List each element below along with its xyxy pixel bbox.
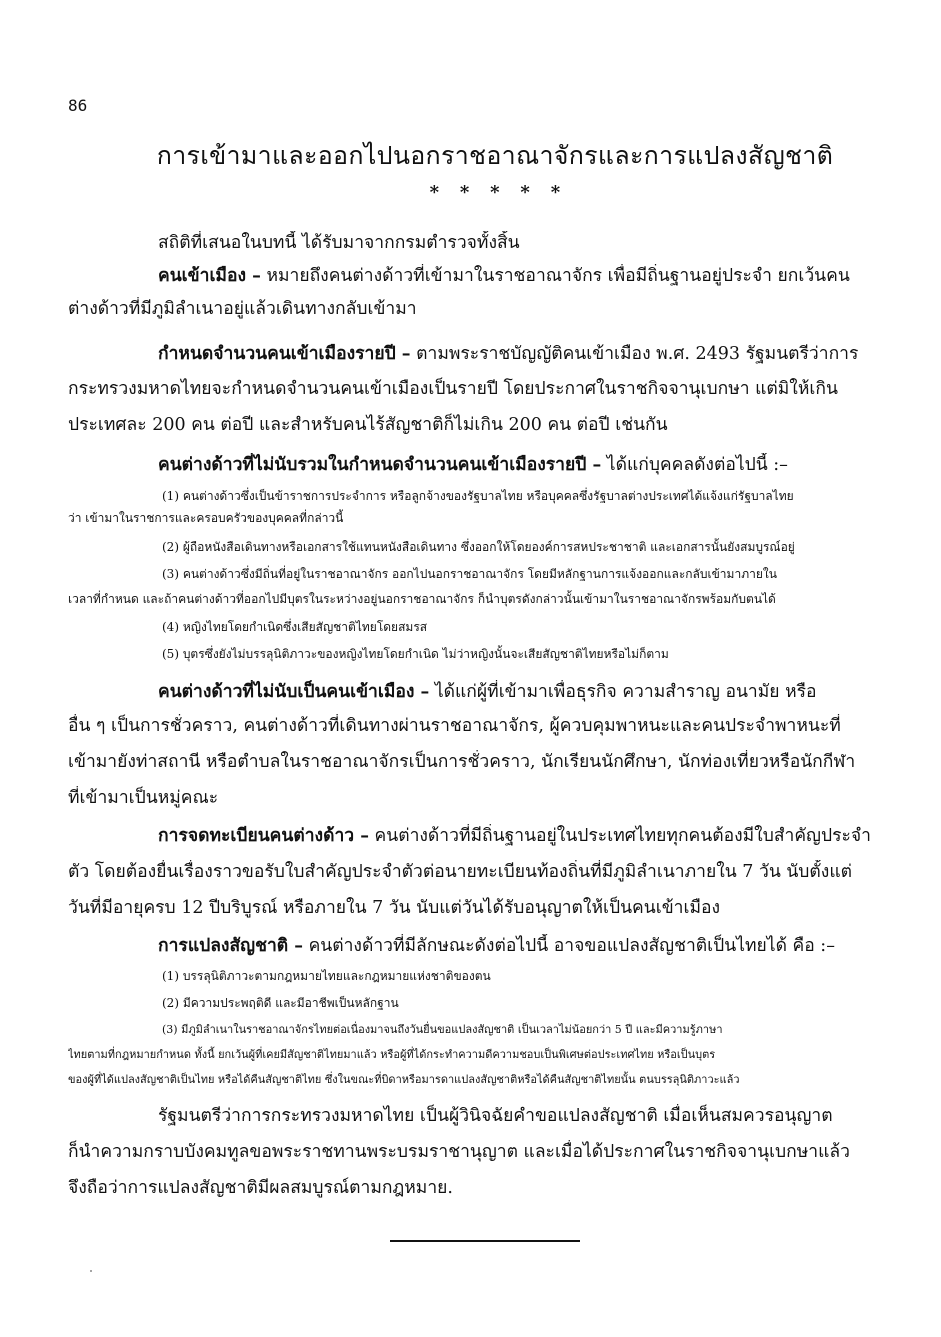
non-immigrant-line4: ที่เข้ามาเป็นหมู่คณะ (68, 788, 219, 808)
quota-text: ตามพระราชบัญญัติคนเข้าเมือง พ.ศ. 2493 รัฐมนตรีว่าการ (416, 344, 859, 364)
non-quota-term: คนต่างด้าวที่ไม่นับรวมในกำหนดจำนวนคนเข้าเมืองรายปี – (158, 455, 602, 475)
naturalization-term: การแปลงสัญชาติ – (158, 936, 303, 956)
immigrant-text: หมายถึงคนต่างด้าวที่เข้ามาในราชอาณาจักร เพื่อมีถิ่นฐานอยู่ประจำ ยกเว้นคน (266, 266, 850, 286)
non-quota-item-5: (5) บุตรซึ่งยังไม่บรรลุนิติภาวะของหญิงไทยโดยกำเนิด ไม่ว่าหญิงนั้นจะเสียสัญชาติไทยหรือไม่ก็ตาม (162, 647, 669, 661)
intro-text: สถิติที่เสนอในบทนี้ ได้รับมาจากกรมตำรวจทั้งสิ้น (158, 233, 520, 253)
page-number: 86 (68, 96, 88, 115)
non-immigrant-line3: เข้ามายังท่าสถานี หรือตำบลในราชอาณาจักรเป็นการชั่วคราว, นักเรียนนักศึกษา, นักท่องเที่ยวหรือนักกีฬา (68, 752, 856, 772)
non-immigrant-text: ได้แก่ผู้ที่เข้ามาเพื่อธุรกิจ ความสำราญ อนามัย หรือ (434, 682, 817, 702)
registration-term: การจดทะเบียนคนต่างด้าว – (158, 826, 369, 846)
non-quota-item-3-cont: เวลาที่กำหนด และถ้าคนต่างด้าวที่ออกไปมีบุตรในระหว่างอยู่นอกราชอาณาจักร ก็นำบุตรดังกล่าวนั้นเข้ามาในราชอาณาจักรพร้อมกับตนได้ (68, 592, 776, 606)
naturalization-item-3: (3) มีภูมิลำเนาในราชอาณาจักรไทยต่อเนื่องมาจนถึงวันยื่นขอแปลงสัญชาติ เป็นเวลาไม่น้อยกว่า 5 ปี และมีความรู้ภาษา (162, 1023, 723, 1036)
immigrant-term: คนเข้าเมือง – (158, 266, 261, 286)
non-immigrant-line2: อื่น ๆ เป็นการชั่วคราว, คนต่างด้าวที่เดินทางผ่านราชอาณาจักร, ผู้ควบคุมพาหนะและคนประจำพาหนะที่ (68, 716, 841, 736)
quota-definition (158, 342, 888, 366)
end-rule (390, 1240, 580, 1242)
registration-line3: วันที่มีอายุครบ 12 ปีบริบูรณ์ หรือภายใน 7 วัน นับแต่วันได้รับอนุญาตให้เป็นคนเข้าเมือง (68, 898, 721, 918)
non-immigrant-term: คนต่างด้าวที่ไม่นับเป็นคนเข้าเมือง – (158, 682, 430, 702)
quota-text-line2: กระทรวงมหาดไทยจะกำหนดจำนวนคนเข้าเมืองเป็นรายปี โดยประกาศในราชกิจจานุเบกษา แต่มิให้เกิน (68, 379, 838, 399)
closing-line2: ก็นำความกราบบังคมทูลขอพระราชทานพระบรมราชานุญาต และเมื่อได้ประกาศในราชกิจจานุเบกษาแล้ว (68, 1142, 850, 1162)
non-quota-definition (158, 453, 888, 477)
quota-text-line3: ประเทศละ 200 คน ต่อปี และสำหรับคนไร้สัญชาติก็ไม่เกิน 200 คน ต่อปี เช่นกัน (68, 415, 668, 435)
naturalization-item-1: (1) บรรลุนิติภาวะตามกฎหมายไทยและกฎหมายแห่งชาติของตน (162, 969, 491, 983)
naturalization-text: คนต่างด้าวที่มีลักษณะดังต่อไปนี้ อาจขอแปลงสัญชาติเป็นไทยได้ คือ :– (308, 936, 835, 956)
registration-line2: ตัว โดยต้องยื่นเรื่องราวขอรับใบสำคัญประจำตัวต่อนายทะเบียนท้องถิ่นที่มีภูมิลำเนาภายใน 7 วัน นับตั้งแต่ (68, 862, 852, 882)
section-divider-stars: * * * * * (429, 182, 561, 203)
scan-speck (90, 1270, 92, 1272)
naturalization-item-3-cont1: ไทยตามที่กฎหมายกำหนด ทั้งนี้ ยกเว้นผู้ที่เคยมีสัญชาติไทยมาแล้ว หรือผู้ที่ได้กระทำความดีความชอบเป็นพิเศษต่อประเทศไทย หรือเป็นบุตร (68, 1048, 716, 1061)
non-quota-item-1: (1) คนต่างด้าวซึ่งเป็นข้าราชการประจำการ หรือลูกจ้างของรัฐบาลไทย หรือบุคคลซึ่งรัฐบาลต่างประเทศได้แจ้งแก่รัฐบาลไทย (162, 489, 794, 503)
quota-term: กำหนดจำนวนคนเข้าเมืองรายปี – (158, 344, 411, 364)
page-title: การเข้ามาและออกไปนอกราชอาณาจักรและการแปลงสัญชาติ (156, 141, 834, 170)
non-quota-item-1-cont: ว่า เข้ามาในราชการและครอบครัวของบุคคลที่กล่าวนี้ (68, 511, 344, 525)
naturalization-item-2: (2) มีความประพฤติดี และมีอาชีพเป็นหลักฐาน (162, 996, 399, 1010)
closing-line1: รัฐมนตรีว่าการกระทรวงมหาดไทย เป็นผู้วินิจฉัยคำขอแปลงสัญชาติ เมื่อเห็นสมควรอนุญาต (158, 1106, 833, 1126)
immigrant-definition (158, 264, 888, 288)
naturalization-item-3-cont2: ของผู้ที่ได้แปลงสัญชาติเป็นไทย หรือได้คืนสัญชาติไทย ซึ่งในขณะที่บิดาหรือมารดาแปลงสัญชาติหรือได้คืนสัญชาติไทยนั้น ตนบรรลุนิติภาวะแล้ว (68, 1073, 740, 1086)
non-quota-item-4: (4) หญิงไทยโดยกำเนิดซึ่งเสียสัญชาติไทยโดยสมรส (162, 620, 428, 634)
non-quota-item-2: (2) ผู้ถือหนังสือเดินทางหรือเอกสารใช้แทนหนังสือเดินทาง ซึ่งออกให้โดยองค์การสหประชาชาติ และเอกสารนั้นยังสมบูรณ์อยู่ (162, 540, 795, 554)
closing-line3: จึงถือว่าการแปลงสัญชาติมีผลสมบูรณ์ตามกฎหมาย. (68, 1178, 453, 1198)
non-immigrant-definition (158, 680, 888, 704)
immigrant-text-cont: ต่างด้าวที่มีภูมิลำเนาอยู่แล้วเดินทางกลับเข้ามา (68, 299, 417, 319)
non-quota-text: ได้แก่บุคคลดังต่อไปนี้ :– (606, 455, 788, 475)
non-quota-item-3: (3) คนต่างด้าวซึ่งมีถิ่นที่อยู่ในราชอาณาจักร ออกไปนอกราชอาณาจักร โดยมีหลักฐานการแจ้งออกและกลับเข้ามาภายใน (162, 567, 777, 581)
registration-text: คนต่างด้าวที่มีถิ่นฐานอยู่ในประเทศไทยทุกคนต้องมีใบสำคัญประจำ (374, 826, 871, 846)
naturalization-definition (158, 934, 888, 958)
registration-definition (158, 824, 888, 848)
